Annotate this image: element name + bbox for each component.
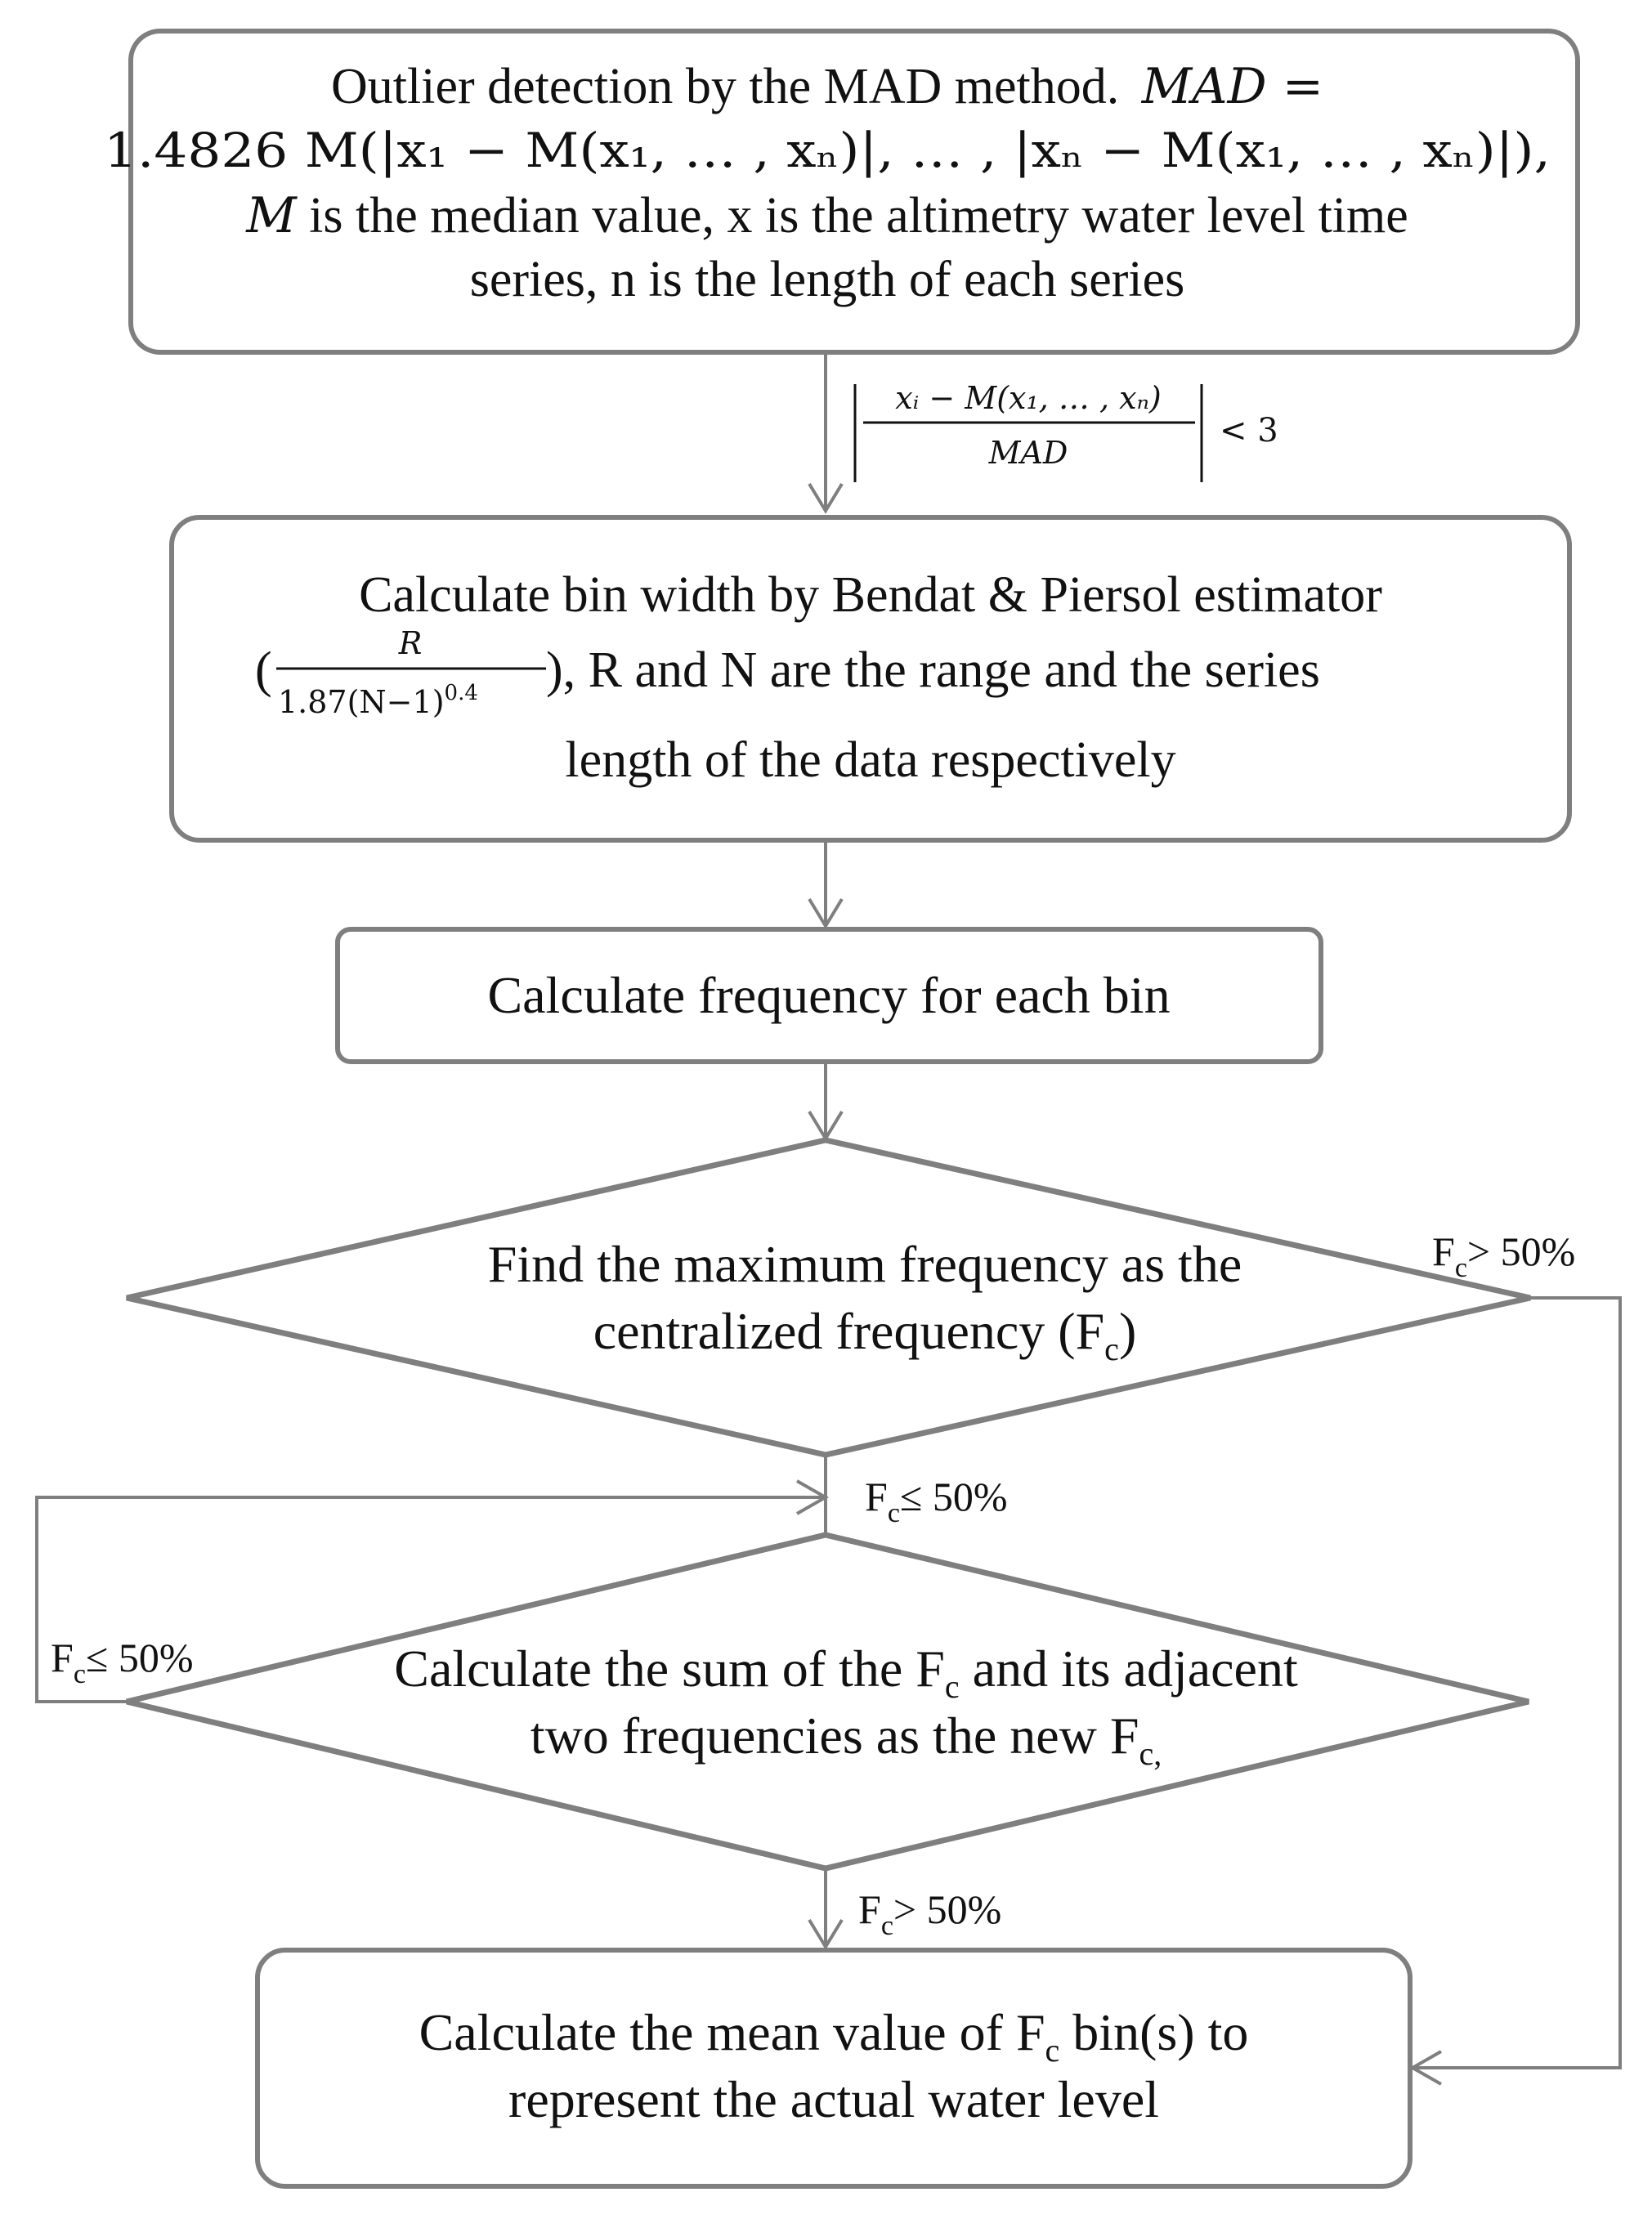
label3-f: F xyxy=(51,1635,74,1680)
label-fc-le-50-left xyxy=(51,1635,194,1689)
box1-line2: 1.4826 M(|x₁ − M(x₁, … , xₙ)|, … , |xₙ − M(x₁, … , xₙ)|), xyxy=(104,123,1551,178)
label1-value: > 50% xyxy=(1466,1228,1576,1274)
label3-value: ≤ 50% xyxy=(85,1635,194,1680)
box1-line1-text: Outlier detection by the MAD method. xyxy=(331,59,1120,114)
box1-mad-formula-start: MAD = xyxy=(1141,58,1323,115)
label4-value: > 50% xyxy=(893,1886,1002,1932)
box-mean-water-level xyxy=(257,1950,1410,2186)
box4-line2: represent the actual water level xyxy=(508,2070,1159,2128)
label2-f: F xyxy=(865,1474,888,1519)
diamond1-sub: c xyxy=(1104,1331,1119,1367)
formula-denominator-base: 1.87(N−1) xyxy=(278,684,445,720)
label2-value: ≤ 50% xyxy=(899,1474,1008,1519)
label1-f: F xyxy=(1432,1228,1455,1274)
diamond2-line2 xyxy=(531,1707,1162,1772)
box4-line1-end: bin(s) to xyxy=(1059,2003,1249,2061)
box3-text: Calculate frequency for each bin xyxy=(487,966,1171,1024)
diamond2-line1-text: Calculate the sum of the F xyxy=(394,1640,945,1698)
diamond2-line2-sub: c, xyxy=(1139,1735,1162,1772)
box1-line3 xyxy=(245,187,1408,244)
box1-line4: series, n is the length of each series xyxy=(469,252,1185,307)
box2-line3: length of the data respectively xyxy=(565,732,1176,788)
formula-exponent: 0.4 xyxy=(444,681,478,705)
diamond2-line1-sub: c xyxy=(944,1668,960,1705)
diamond2-line1-end: and its adjacent xyxy=(959,1640,1298,1698)
box4-line1 xyxy=(419,2003,1249,2069)
box1-median-symbol: M xyxy=(246,187,297,244)
cond-denominator: MAD xyxy=(988,435,1068,471)
label-fc-le-50-top xyxy=(865,1474,1008,1528)
label-fc-gt-50-right xyxy=(1432,1228,1575,1283)
label2-sub: c xyxy=(887,1498,900,1528)
outlier-threshold-condition xyxy=(855,380,1278,482)
formula-numerator: R xyxy=(398,625,423,661)
label3-sub: c xyxy=(73,1659,86,1689)
label4-sub: c xyxy=(880,1911,893,1941)
diamond1-line2-text: centralized frequency (F xyxy=(593,1302,1105,1360)
box1-line3-text: is the median value, x is the altimetry water level time xyxy=(309,188,1408,244)
cond-numerator: xᵢ − M(x₁, … , xₙ) xyxy=(895,380,1162,416)
diamond1-line1: Find the maximum frequency as the xyxy=(487,1235,1242,1293)
diamond1-line2 xyxy=(593,1302,1137,1367)
box4-sub: c xyxy=(1045,2032,1060,2069)
box2-line1: Calculate bin width by Bendat & Piersol estimator xyxy=(359,567,1382,623)
formula-open-paren: ( xyxy=(255,642,272,698)
diamond1-close: ) xyxy=(1118,1302,1137,1360)
cond-rhs: < 3 xyxy=(1220,412,1278,450)
label-fc-gt-50-bottom xyxy=(858,1886,1001,1941)
diamond-sum-adjacent xyxy=(127,1535,1529,1868)
label1-sub: c xyxy=(1454,1253,1467,1283)
box1-line1 xyxy=(331,58,1323,115)
diamond2-line1 xyxy=(394,1640,1298,1705)
diamond2-line2-text: two frequencies as the new F xyxy=(530,1707,1139,1765)
box2-line2: ), R and N are the range and the series xyxy=(546,642,1320,698)
box4-line1-text: Calculate the mean value of F xyxy=(419,2003,1045,2061)
diamond-max-frequency xyxy=(127,1140,1530,1455)
label4-f: F xyxy=(858,1886,881,1932)
